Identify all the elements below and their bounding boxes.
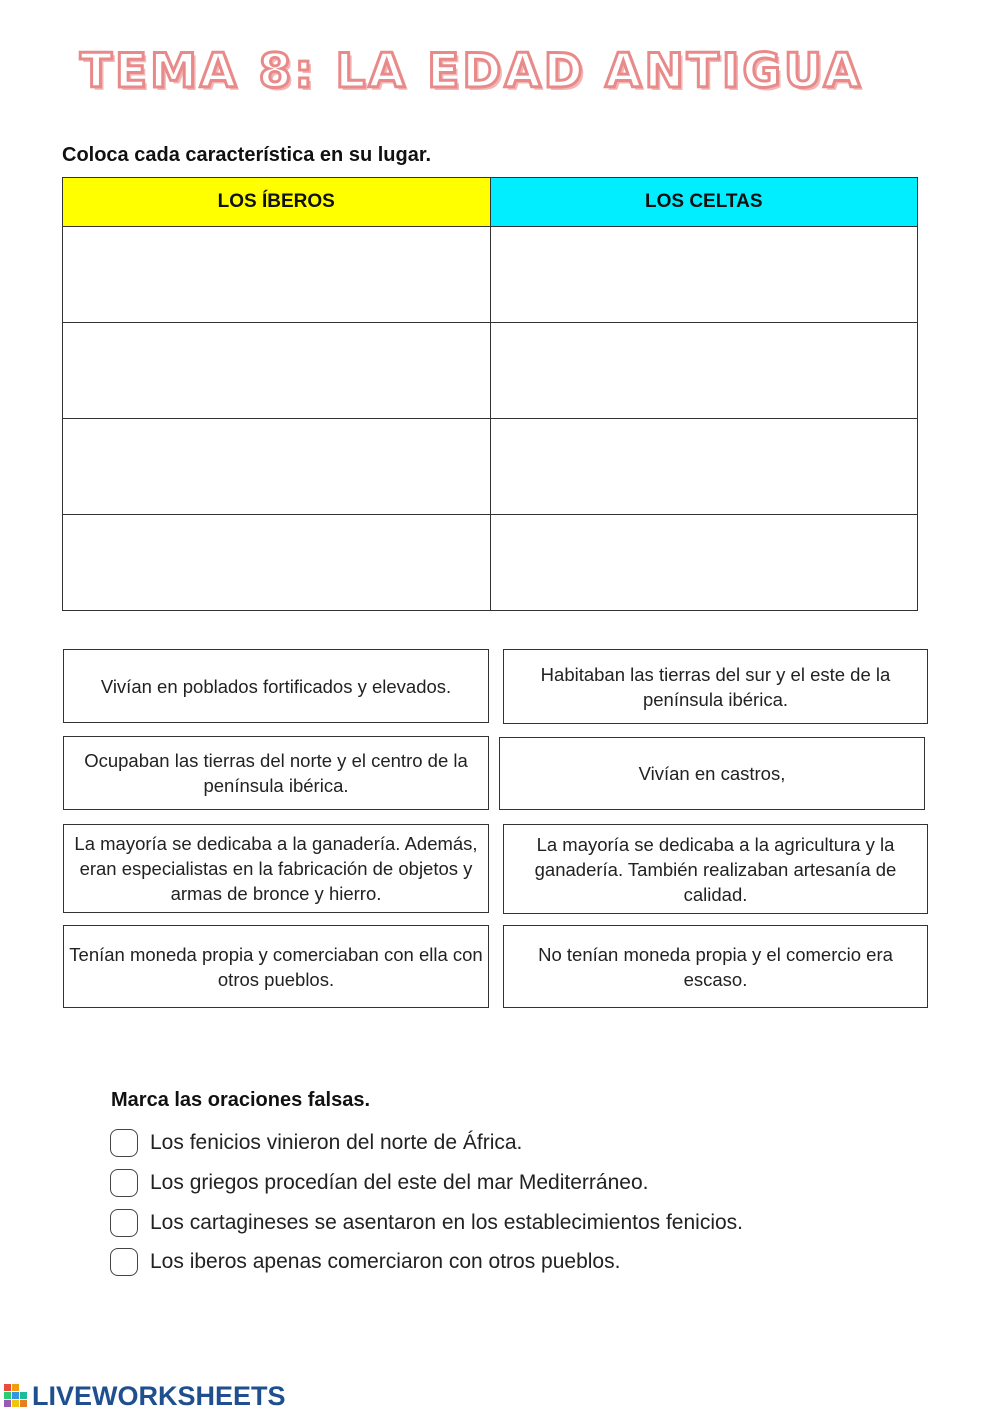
statement-item — [110, 1127, 522, 1159]
statement-item — [110, 1246, 620, 1278]
checkbox[interactable] — [110, 1209, 138, 1237]
statement-text: Los griegos procedían del este del mar Mediterráneo. — [150, 1171, 649, 1194]
draggable-card[interactable]: La mayoría se dedicaba a la ganadería. Además, eran especialistas en la fabricación de objetos y armas de bronce y hierro. — [63, 824, 489, 913]
page-title: TEMA 8: LA EDAD ANTIGUA — [80, 44, 864, 99]
draggable-card[interactable]: Habitaban las tierras del sur y el este de la península ibérica. — [503, 649, 928, 724]
drop-cell-iberos-1[interactable] — [63, 227, 491, 323]
sort-instruction: Coloca cada característica en su lugar. — [62, 144, 432, 166]
draggable-card[interactable]: No tenían moneda propia y el comercio era escaso. — [503, 925, 928, 1008]
sorting-table — [62, 177, 918, 611]
statement-text: Los iberos apenas comerciaron con otros pueblos. — [150, 1250, 621, 1273]
drop-cell-celtas-2[interactable] — [490, 323, 918, 419]
statement-item — [110, 1207, 743, 1239]
draggable-card[interactable]: Vivían en castros, — [499, 737, 925, 810]
drop-cell-celtas-1[interactable] — [490, 227, 918, 323]
drop-cell-celtas-4[interactable] — [490, 515, 918, 611]
drop-cell-iberos-2[interactable] — [63, 323, 491, 419]
statement-text: Los cartagineses se asentaron en los establecimientos fenicios. — [150, 1211, 744, 1234]
checkbox[interactable] — [110, 1169, 138, 1197]
drop-cell-iberos-4[interactable] — [63, 515, 491, 611]
draggable-card[interactable]: La mayoría se dedicaba a la agricultura y la ganadería. También realizaban artesanía de calidad. — [503, 824, 928, 914]
statement-item — [110, 1167, 648, 1199]
statement-text: Los fenicios vinieron del norte de África. — [150, 1131, 523, 1154]
true-false-instruction: Marca las oraciones falsas. — [111, 1089, 371, 1111]
draggable-card[interactable]: Vivían en poblados fortificados y elevados. — [63, 649, 489, 723]
drop-cell-celtas-3[interactable] — [490, 419, 918, 515]
column-header-iberos: LOS ÍBEROS — [63, 178, 491, 227]
draggable-card[interactable]: Tenían moneda propia y comerciaban con ella con otros pueblos. — [63, 925, 489, 1008]
drop-cell-iberos-3[interactable] — [63, 419, 491, 515]
checkbox[interactable] — [110, 1248, 138, 1276]
colored-blocks-icon — [4, 1382, 30, 1410]
column-header-celtas: LOS CELTAS — [490, 178, 918, 227]
draggable-card[interactable]: Ocupaban las tierras del norte y el centro de la península ibérica. — [63, 736, 489, 810]
checkbox[interactable] — [110, 1129, 138, 1157]
brand-name: LIVEWORKSHEETS — [32, 1380, 286, 1411]
footer-brand — [4, 1380, 286, 1412]
